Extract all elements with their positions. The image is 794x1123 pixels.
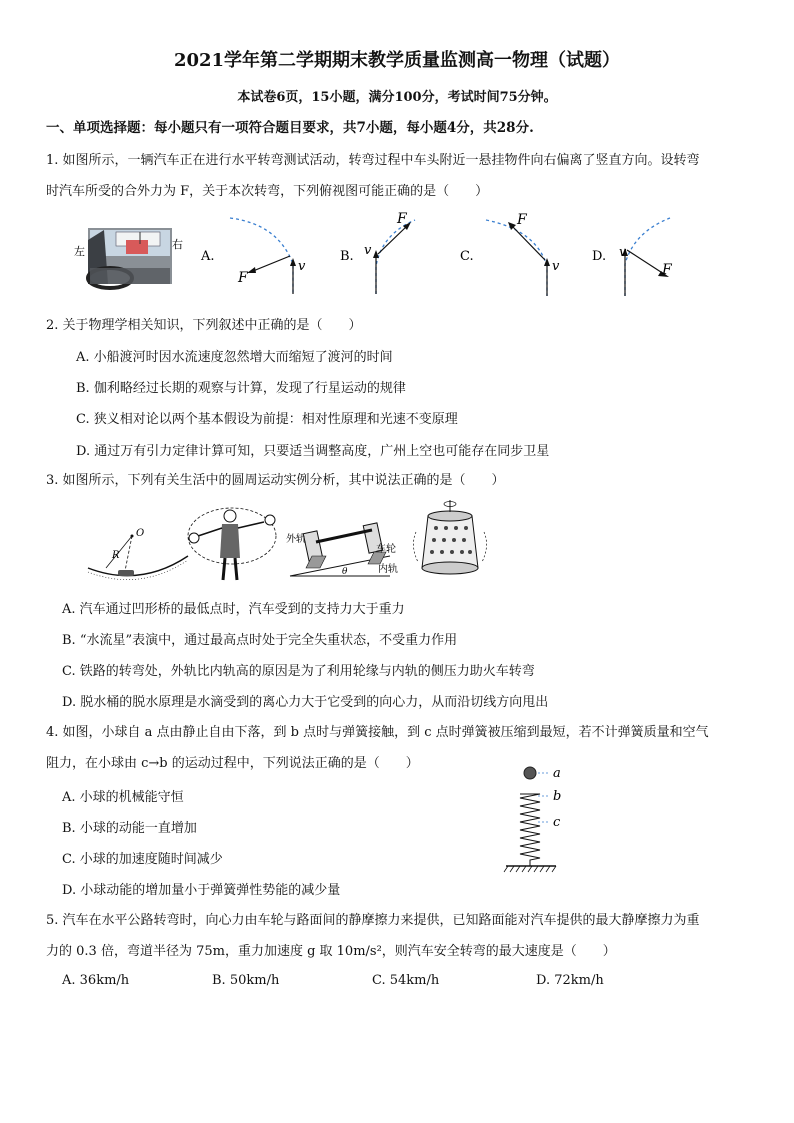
q5-line1: 5. 汽车在水平公路转弯时，向心力由车轮与路面间的静摩擦力来提供，已知路面能对汽车提供的最大静摩擦力为重	[46, 913, 700, 928]
q3-figure	[80, 496, 500, 584]
q1-option-b-label: B.	[340, 249, 354, 264]
q1-a-velocity: v	[298, 259, 306, 274]
q3-r-label: R	[112, 550, 120, 561]
q1-option-c-diagram	[486, 220, 550, 296]
q4-point-c: c	[553, 815, 561, 830]
q3-railway	[290, 523, 390, 576]
q3-water-meteor	[188, 508, 276, 580]
q3-o-label: O	[136, 528, 145, 539]
q2-option-d: D. 通过万有引力定律计算可知，只要适当调整高度，广州上空也可能存在同步卫星	[76, 444, 550, 459]
q5-option-a: A. 36km/h	[62, 973, 130, 988]
q1-option-d-label: D.	[592, 249, 607, 264]
q3-concave-bridge	[88, 535, 188, 580]
q3-option-a: A. 汽车通过凹形桥的最低点时，汽车受到的支持力大于重力	[62, 602, 405, 617]
q3-wheel-label: 车轮	[376, 544, 396, 555]
q3-stem: 3. 如图所示，下列有关生活中的圆周运动实例分析，其中说法正确的是（ ）	[46, 473, 505, 488]
q4-line1: 4. 如图，小球自 a 点由静止自由下落，到 b 点时与弹簧接触，到 c 点时弹簧被压缩到最短，若不计弹簧质量和空气	[46, 725, 709, 740]
q1-c-velocity: v	[552, 259, 560, 274]
q1-b-velocity: v	[364, 243, 372, 258]
q5-option-b: B. 50km/h	[212, 973, 280, 988]
q1-b-force: F	[397, 211, 407, 227]
q4-option-a: A. 小球的机械能守恒	[62, 790, 184, 805]
q4-spring-figure	[496, 762, 576, 874]
q5-line2: 力的 0.3 倍，弯道半径为 75m，重力加速度 g 取 10m/s²，则汽车安全转弯的最大速度是（ ）	[46, 944, 616, 959]
q1-line2: 时汽车所受的合外力为 F，关于本次转弯，下列俯视图可能正确的是（ ）	[46, 184, 489, 199]
q1-option-b-diagram	[373, 220, 415, 294]
q2-option-b: B. 伽利略经过长期的观察与计算，发现了行星运动的规律	[76, 381, 406, 396]
q1-left-label: 左	[74, 245, 85, 258]
q4-line2: 阻力，在小球由 c→b 的运动过程中，下列说法正确的是（ ）	[46, 756, 419, 771]
q2-option-c: C. 狭义相对论以两个基本假设为前提：相对性原理和光速不变原理	[76, 412, 458, 427]
q4-option-d: D. 小球动能的增加量小于弹簧弹性势能的减少量	[62, 883, 341, 898]
q3-theta-label: θ	[342, 567, 348, 577]
q1-option-a-label: A.	[201, 249, 215, 264]
q3-option-d: D. 脱水桶的脱水原理是水滴受到的离心力大于它受到的向心力，从而沿切线方向甩出	[62, 695, 549, 710]
q1-a-force: F	[238, 270, 248, 286]
q1-c-force: F	[517, 212, 527, 228]
q2-option-a: A. 小船渡河时因水流速度忽然增大而缩短了渡河的时间	[76, 350, 393, 365]
q1-d-velocity: v	[619, 245, 627, 260]
q4-option-b: B. 小球的动能一直增加	[62, 821, 197, 836]
q1-right-label: 右	[172, 238, 183, 251]
exam-subtitle: 本试卷6页，15小题，满分100分，考试时间75分钟。	[237, 90, 557, 105]
q3-inner-rail-label: 内轨	[378, 564, 398, 575]
q4-point-a: a	[553, 766, 561, 781]
q1-option-d-diagram	[622, 218, 670, 296]
q5-option-c: C. 54km/h	[372, 973, 440, 988]
q1-d-force: F	[662, 262, 672, 278]
q5-option-d: D. 72km/h	[536, 973, 604, 988]
q3-spin-dryer	[413, 500, 486, 574]
q4-option-c: C. 小球的加速度随时间减少	[62, 852, 223, 867]
q4-point-b: b	[553, 789, 562, 804]
q1-line1: 1. 如图所示，一辆汽车正在进行水平转弯测试活动，转弯过程中车头附近一悬挂物件向右偏离了竖直方向。设转弯	[46, 153, 700, 168]
q3-option-b: B. “水流星”表演中，通过最高点时处于完全失重状态，不受重力作用	[62, 633, 458, 648]
q1-option-c-label: C.	[460, 249, 474, 264]
q3-outer-rail-label: 外轨	[286, 534, 306, 545]
exam-title: 2021学年第二学期期末教学质量监测高一物理（试题）	[173, 50, 621, 71]
q1-figure	[60, 210, 760, 302]
q1-car-photo	[88, 228, 172, 288]
q2-stem: 2. 关于物理学相关知识，下列叙述中正确的是（ ）	[46, 318, 362, 333]
section-heading: 一、单项选择题：每小题只有一项符合题目要求，共7小题，每小题4分，共28分.	[46, 120, 534, 136]
q3-option-c: C. 铁路的转弯处，外轨比内轨高的原因是为了利用轮缘与内轨的侧压力助火车转弯	[62, 664, 535, 679]
